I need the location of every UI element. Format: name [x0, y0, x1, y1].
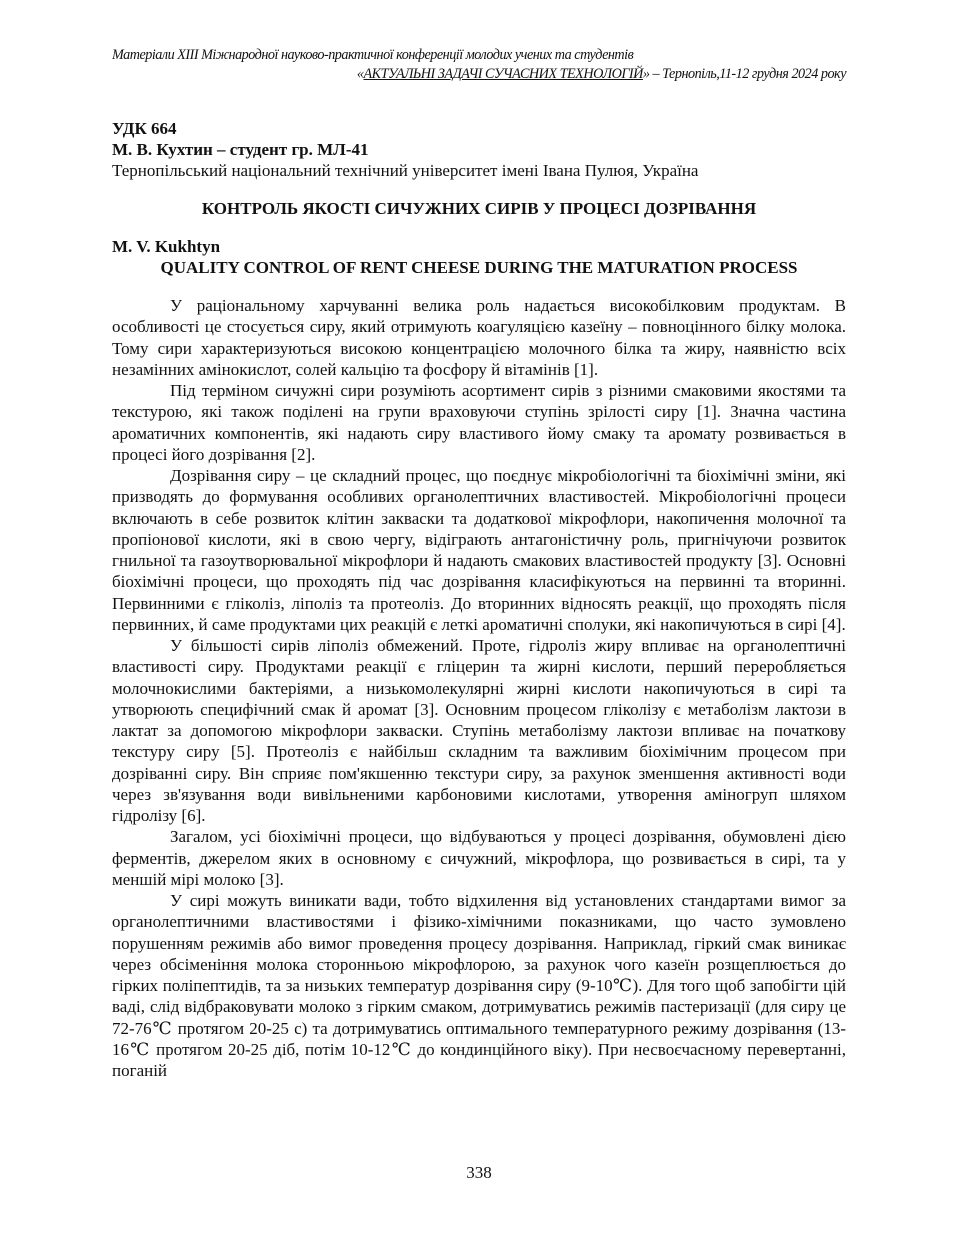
paragraph: У раціональному харчуванні велика роль надається високобілковим продуктам. В особливості це стосується сиру, який отримують коагуляцією казеїну – повноцінного білку молока. Тому сири характеризуються високою концентрацією молочного білка та жиру, наявністю всіх незамінних амінокислот, солей кальцію та фосфору й вітамінів [1].: [112, 296, 846, 379]
udc-code: УДК 664: [112, 119, 177, 138]
paragraph: У сирі можуть виникати вади, тобто відхилення від установлених стандартами вимог за органолептичними властивостями і фізико-хімічними показниками, що часто зумовлено порушенням режимів або вимог проведення процесу дозрівання. Наприклад, гіркий смак виникає через обсіменіння молока сторонньою мікрофлорою, за рахунок чого казеїн розщеплюється до гірких поліпептидів, та за низьких температур дозрівання сиру (9-10℃). Для того щоб запобігти цій ваді, слід відбраковувати молоко з гірким смаком, дотримуватись режимів пастеризації (для сиру це 72-76℃ протягом 20-25 с) та дотримуватись оптимального температурного режиму дозрівання (13-16℃ протягом 20-25 діб, потім 10-12℃ до кондинційного віку). При несвоєчасному перевертанні, поганій: [112, 891, 846, 1080]
conference-header: [112, 46, 846, 84]
header-location-date: » – Тернопіль,11-12 грудня 2024 року: [642, 66, 846, 82]
paragraph: У більшості сирів ліполіз обмежений. Проте, гідроліз жиру впливає на органолептичні властивості сиру. Продуктами реакції є гліцерин та жирні кислоти, перший переробляється молочнокислими бактеріями, а низькомолекулярні жирні кислоти накопичуються в сирі та утворюють специфічний смак й аромат [3]. Основним процесом гліколізу є метаболізм лактози в лактат за допомогою мікрофлори закваски. Ступінь метаболізму лактози впливає на початкову текстуру сиру [5]. Протеоліз є найбільш складним та важливим біохімічним процесом при дозріванні сиру. Він сприяє пом'якшенню текстури сиру, за рахунок зменшення активності води через зв'язування води вивільненими карбоновими кислотами, утворення аміногруп шляхом гідролізу [6].: [112, 636, 846, 825]
header-line-1: Матеріали XIII Міжнародної науково-практичної конференції молодих учених та студентів: [112, 47, 634, 63]
title-english: QUALITY CONTROL OF RENT CHEESE DURING THE MATURATION PROCESS: [160, 258, 798, 277]
author-english: M. V. Kukhtyn: [112, 237, 221, 256]
header-quote-open: «: [356, 66, 364, 82]
page-number: 338: [466, 1163, 492, 1182]
header-line-2: [112, 65, 846, 84]
title-ukrainian: КОНТРОЛЬ ЯКОСТІ СИЧУЖНИХ СИРІВ У ПРОЦЕСІ ДОЗРІВАННЯ: [201, 199, 757, 218]
paragraph: Під терміном сичужні сири розуміють асортимент сирів з різними смаковими якостями та текстурою, які також поділені на групи враховуючи ступінь зрілості сиру [1]. Значна частина ароматичних компонентів, які надають сиру властивого йому смаку та аромату розвивається в процесі його дозрівання [2].: [112, 381, 846, 464]
author-line: М. В. Кухтин – студент гр. МЛ-41: [112, 140, 369, 159]
paragraph: Загалом, усі біохімічні процеси, що відбуваються у процесі дозрівання, обумовлені дією ферментів, джерелом яких в основному є сичужний, мікрофлора, що розвивається в сирі, та у меншій мірі молоко [3].: [112, 827, 846, 889]
affiliation: Тернопільський національний технічний університет імені Івана Пулюя, Україна: [112, 161, 699, 180]
header-conference-name: АКТУАЛЬНІ ЗАДАЧІ СУЧАСНИХ ТЕХНОЛОГІЙ: [363, 66, 643, 82]
paragraph: Дозрівання сиру – це складний процес, що поєднує мікробіологічні та біохімічні зміни, які призводять до формування особливих органолептичних властивостей. Мікробіологічні процеси включають в себе розвиток клітин закваски та додаткової мікрофлори, накопичення молочної та пропіонової кислоти, які в свою чергу, відіграють антагоністичну роль, пригнічуючи розвиток гнильної та газоутворювальної мікрофлори й надають смакових властивостей продукту [3]. Основні біохімічні процеси, що проходять під час дозрівання класифікуються на первинні та вторинні. Первинними є гліколіз, ліполіз та протеоліз. До вторинних відносять реакції, що проходять після первинних, й саме продуктами цих реакцій є леткі ароматичні сполуки, які накопичуються в сирі [4].: [112, 466, 846, 634]
article-body: [112, 295, 846, 1081]
